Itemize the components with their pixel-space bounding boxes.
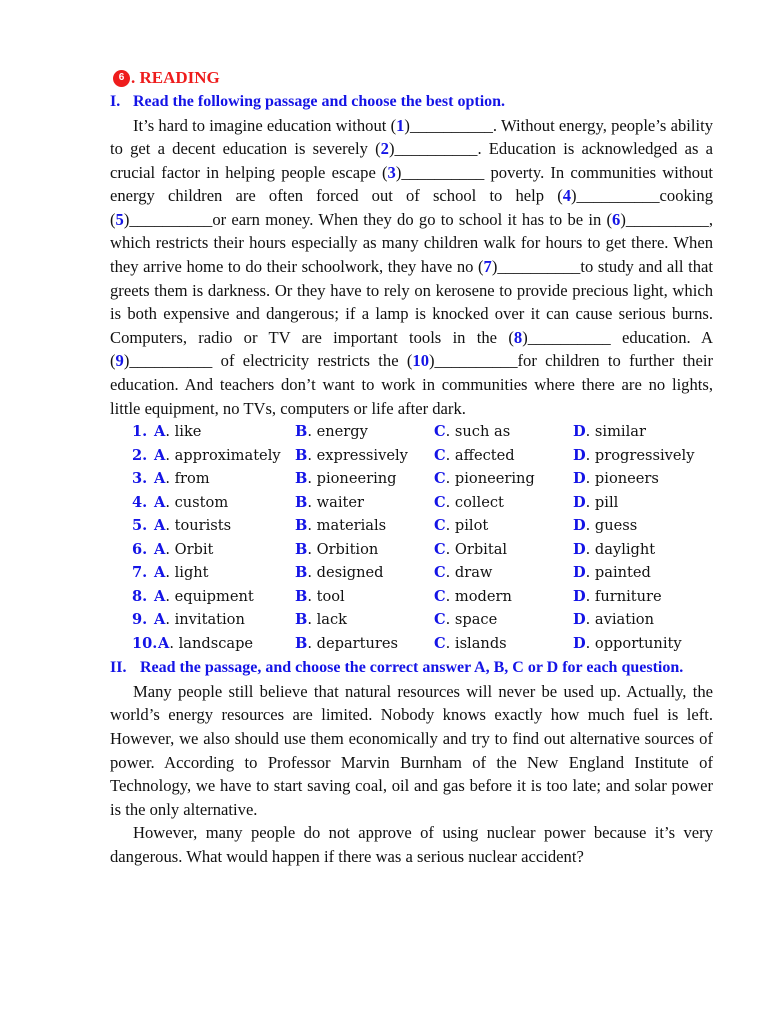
- option-letter: B: [295, 564, 308, 582]
- part2-heading: [110, 656, 713, 680]
- passage-text: )__________ education. A (: [110, 327, 714, 371]
- option-a[interactable]: [154, 541, 295, 558]
- option-text: . aviation: [585, 611, 654, 629]
- option-letter: D: [573, 423, 586, 441]
- option-a[interactable]: [154, 517, 295, 534]
- option-letter: C: [434, 493, 446, 511]
- reading-page: [110, 66, 713, 868]
- option-b[interactable]: [295, 635, 434, 652]
- part1-roman: I.: [110, 93, 121, 110]
- option-text: . waiter: [307, 493, 364, 511]
- option-text: . collect: [445, 493, 504, 511]
- option-letter: B: [295, 517, 308, 535]
- option-text: . equipment: [165, 587, 254, 605]
- option-letter: D: [573, 540, 586, 558]
- passage-text: )__________. Education is acknowledged as a crucial factor in helping people escape (: [110, 139, 713, 182]
- question-number: 5.: [132, 517, 148, 535]
- option-b[interactable]: [295, 517, 434, 534]
- option-b[interactable]: [295, 447, 434, 464]
- option-c[interactable]: [434, 635, 573, 652]
- question-row: [110, 561, 713, 585]
- option-letter: B: [295, 587, 308, 605]
- blank-number: 1: [396, 115, 405, 135]
- passage-text: It’s hard to imagine education without (: [133, 115, 397, 135]
- option-letter: D: [573, 634, 586, 652]
- option-c[interactable]: [434, 423, 573, 440]
- option-text: . affected: [445, 446, 515, 464]
- blank-number: 8: [513, 327, 523, 347]
- question-number: 9.: [132, 611, 148, 629]
- option-text: . like: [165, 423, 202, 441]
- blank-number: 4: [562, 186, 572, 206]
- question-row: [110, 585, 713, 609]
- question-number: 7.: [132, 564, 148, 582]
- option-c[interactable]: [434, 611, 573, 628]
- option-text: . Orbition: [307, 540, 379, 558]
- option-letter: D: [573, 517, 586, 535]
- option-letter: A: [154, 540, 166, 558]
- option-text: . pioneering: [307, 470, 397, 488]
- option-b[interactable]: [295, 588, 434, 605]
- option-text: . approximately: [165, 446, 281, 464]
- option-b[interactable]: [295, 541, 434, 558]
- option-b[interactable]: [295, 470, 434, 487]
- option-text: . Orbital: [445, 540, 508, 558]
- option-letter: A: [158, 634, 170, 652]
- option-letter: C: [434, 564, 446, 582]
- option-letter: A: [154, 517, 166, 535]
- option-text: . lack: [307, 611, 348, 629]
- option-letter: A: [154, 587, 166, 605]
- option-text: . pioneers: [585, 470, 659, 488]
- option-a[interactable]: [154, 588, 295, 605]
- option-letter: B: [295, 634, 308, 652]
- option-letter: B: [295, 611, 308, 629]
- passage-text: )__________. Without energy, people’s ability to get a decent education is severely (: [110, 115, 713, 159]
- option-text: . progressively: [585, 446, 695, 464]
- part1-heading: [110, 90, 713, 114]
- option-b[interactable]: [295, 611, 434, 628]
- blank-number: 6: [612, 209, 621, 229]
- option-text: . light: [165, 564, 209, 582]
- question-row: [110, 467, 713, 491]
- question-row: [110, 608, 713, 632]
- option-text: . landscape: [169, 634, 254, 652]
- option-b[interactable]: [295, 564, 434, 581]
- option-letter: A: [154, 446, 166, 464]
- question-row: [110, 514, 713, 538]
- option-text: . from: [165, 470, 210, 488]
- blank-number: 7: [483, 257, 492, 277]
- option-text: . such as: [445, 423, 511, 441]
- option-a[interactable]: [154, 564, 295, 581]
- question-row: [110, 420, 713, 444]
- option-text: . invitation: [165, 611, 245, 629]
- option-letter: B: [295, 493, 308, 511]
- option-letter: B: [295, 540, 308, 558]
- option-d[interactable]: [573, 541, 713, 558]
- option-letter: C: [434, 470, 446, 488]
- question-number: 4.: [132, 493, 148, 511]
- question-number: 2.: [132, 446, 148, 464]
- option-d[interactable]: [573, 611, 713, 628]
- passage-text: )__________, which restricts their hours especially as many children walk for hours to get there. When they arrive home to do their schoolwork, they have no (: [110, 209, 713, 277]
- section-title-text: . READING: [131, 68, 220, 87]
- option-c[interactable]: [434, 447, 573, 464]
- option-text: . designed: [307, 564, 384, 582]
- option-letter: C: [434, 517, 446, 535]
- option-letter: A: [154, 564, 166, 582]
- option-a[interactable]: [158, 635, 295, 652]
- option-text: . modern: [445, 587, 512, 605]
- option-letter: C: [434, 634, 446, 652]
- option-a[interactable]: [154, 470, 295, 487]
- option-d[interactable]: [573, 447, 713, 464]
- option-letter: C: [434, 587, 446, 605]
- option-letter: D: [573, 587, 586, 605]
- section-number-icon: 6: [113, 70, 130, 87]
- option-c[interactable]: [434, 588, 573, 605]
- option-text: . pilot: [445, 517, 489, 535]
- option-text: . similar: [585, 423, 646, 441]
- option-letter: A: [154, 611, 166, 629]
- option-text: . pill: [585, 493, 619, 511]
- question-row: [110, 491, 713, 515]
- option-text: . energy: [307, 423, 368, 441]
- option-a[interactable]: [154, 611, 295, 628]
- option-b[interactable]: [295, 423, 434, 440]
- question-row: [110, 538, 713, 562]
- option-c[interactable]: [434, 541, 573, 558]
- option-text: . expressively: [307, 446, 408, 464]
- option-c[interactable]: [434, 564, 573, 581]
- option-letter: C: [434, 423, 446, 441]
- option-text: . tourists: [165, 517, 232, 535]
- blank-number: 2: [380, 139, 389, 159]
- question-row: [110, 632, 713, 656]
- question-number: 6.: [132, 540, 148, 558]
- option-letter: D: [573, 611, 586, 629]
- option-c[interactable]: [434, 517, 573, 534]
- option-letter: D: [573, 493, 586, 511]
- option-text: . tool: [307, 587, 345, 605]
- option-d[interactable]: [573, 588, 713, 605]
- option-letter: D: [573, 446, 586, 464]
- option-d[interactable]: [573, 635, 713, 652]
- option-a[interactable]: [154, 494, 295, 511]
- blank-number: 9: [115, 351, 124, 371]
- option-letter: A: [154, 423, 166, 441]
- option-text: . draw: [445, 564, 493, 582]
- question-number: 10.: [132, 634, 158, 652]
- option-letter: D: [573, 564, 586, 582]
- part1-instruction: Read the following passage and choose the best option.: [133, 93, 506, 110]
- option-text: . Orbit: [165, 540, 214, 558]
- passage-text: )__________to study and all that greets them is darkness. Or they have to rely on kerosene to provide precious light, which is both expensive and dangerous; if a lamp is knocked over it can cause serious burns. Computers, radio or TV are important tools in the (: [110, 257, 713, 347]
- passage-text: )__________ of electricity restricts the (: [123, 351, 413, 371]
- option-text: . space: [445, 611, 498, 629]
- option-d[interactable]: [573, 470, 713, 487]
- option-c[interactable]: [434, 470, 573, 487]
- option-b[interactable]: [295, 494, 434, 511]
- option-text: . custom: [165, 493, 229, 511]
- blank-number: 10: [412, 351, 430, 371]
- option-d[interactable]: [573, 494, 713, 511]
- part2-paragraph: However, many people do not approve of using nuclear power because it’s very dangerous. What would happen if there was a serious nuclear accident?: [110, 823, 713, 866]
- part2-instruction: Read the passage, and choose the correct answer A, B, C or D for each question.: [140, 659, 684, 677]
- blank-number: 5: [115, 209, 124, 229]
- option-letter: A: [154, 493, 166, 511]
- option-letter: B: [295, 470, 308, 488]
- option-letter: A: [154, 470, 166, 488]
- part1-passage: [110, 114, 713, 421]
- option-a[interactable]: [154, 447, 295, 464]
- question-row: [110, 444, 713, 468]
- option-letter: C: [434, 611, 446, 629]
- question-options: [110, 420, 713, 655]
- option-text: . furniture: [585, 587, 662, 605]
- option-text: . guess: [585, 517, 638, 535]
- blank-number: 3: [387, 162, 396, 182]
- option-d[interactable]: [573, 564, 713, 581]
- option-text: . pioneering: [445, 470, 535, 488]
- section-title: [110, 66, 713, 90]
- option-text: . daylight: [585, 540, 656, 558]
- question-number: 1.: [132, 423, 148, 441]
- option-d[interactable]: [573, 517, 713, 534]
- option-letter: B: [295, 423, 308, 441]
- passage-text: )__________cooking (: [110, 186, 713, 229]
- passage-text: )__________or earn money. When they do go to school it has to be in (: [123, 209, 613, 229]
- part2-roman: II.: [110, 659, 127, 677]
- part2-paragraph: Many people still believe that natural resources will never be used up. Actually, the world’s energy resources are limited. Nobody knows exactly how much fuel is left. However, we also should use them economically and try to find out alternative sources of power. According to Professor Marvin Burnham of the New England Institute of Technology, we have to start saving coal, oil and gas before it is too late; and solar power is the only alternative.: [110, 681, 713, 819]
- option-text: . materials: [307, 517, 387, 535]
- passage-text: )__________for children to further their education. And teachers don’t want to work in communities where there are no lights, little equipment, no TVs, computers or life after dark.: [110, 351, 713, 418]
- option-letter: C: [434, 446, 446, 464]
- option-text: . painted: [585, 564, 651, 582]
- option-letter: D: [573, 470, 586, 488]
- option-letter: B: [295, 446, 308, 464]
- option-a[interactable]: [154, 423, 295, 440]
- option-letter: C: [434, 540, 446, 558]
- passage-text: )__________ poverty. In communities without energy children are often forced out of school to help (: [110, 162, 713, 206]
- option-text: . opportunity: [585, 634, 682, 652]
- option-c[interactable]: [434, 494, 573, 511]
- question-number: 3.: [132, 470, 148, 488]
- question-number: 8.: [132, 587, 148, 605]
- option-d[interactable]: [573, 423, 713, 440]
- option-text: . departures: [307, 634, 398, 652]
- option-text: . islands: [445, 634, 507, 652]
